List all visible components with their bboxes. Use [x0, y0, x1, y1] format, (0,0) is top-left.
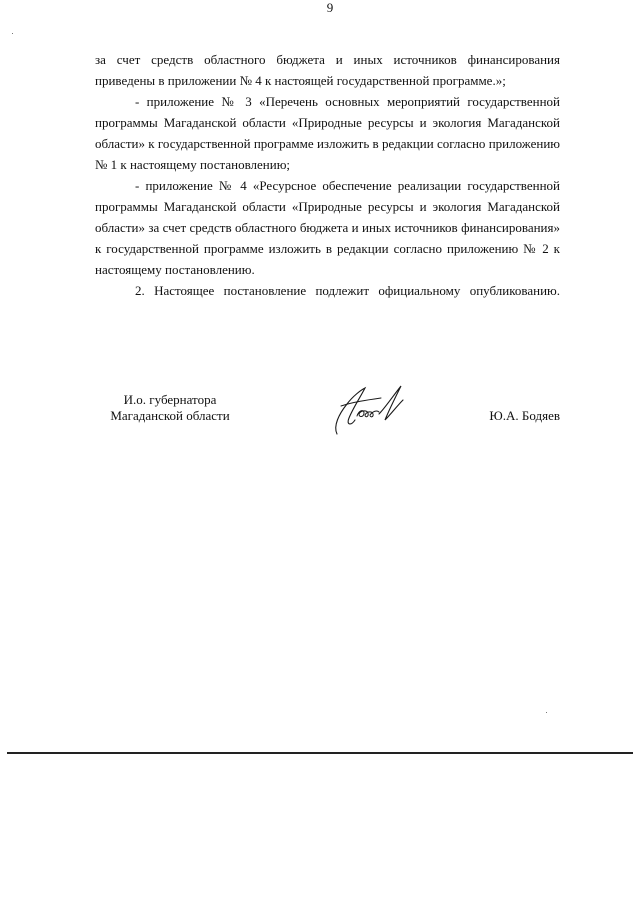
footer-rule — [7, 752, 633, 754]
handwritten-signature — [331, 380, 415, 438]
paragraph-appendix-3: - приложение № 3 «Перечень основных мероприятий государственной программы Магаданской области «Природные ресурсы и экология Магаданской области» к государственной программе изложить в редакции согласно приложению № 1 к настоящему постановлению; — [95, 94, 560, 172]
signature-block — [95, 392, 560, 452]
scan-speck — [12, 33, 13, 34]
paragraph-publication: 2. Настоящее постановление подлежит официальному опубликованию. — [135, 283, 560, 298]
paragraph-funding-sources: за счет средств областного бюджета и иных источников финансирования приведены в приложении № 4 к настоящей государственной программе.»; — [95, 52, 560, 88]
signer-position — [95, 392, 245, 424]
page-number: 9 — [326, 0, 334, 15]
signer-name: Ю.А. Бодяев — [489, 408, 560, 423]
signer-position-line-1: И.о. губернатора — [123, 392, 217, 407]
document-body — [95, 49, 560, 301]
signer-position-line-2: Магаданской области — [110, 408, 230, 423]
scan-speck — [546, 712, 547, 713]
paragraph-appendix-4: - приложение № 4 «Ресурсное обеспечение реализации государственной программы Магаданской области «Природные ресурсы и экология Магаданской области» за счет средств областного бюджета и иных источников финансирования» к государственной программе изложить в редакции согласно приложению № 2 к настоящему постановлению. — [95, 178, 560, 277]
